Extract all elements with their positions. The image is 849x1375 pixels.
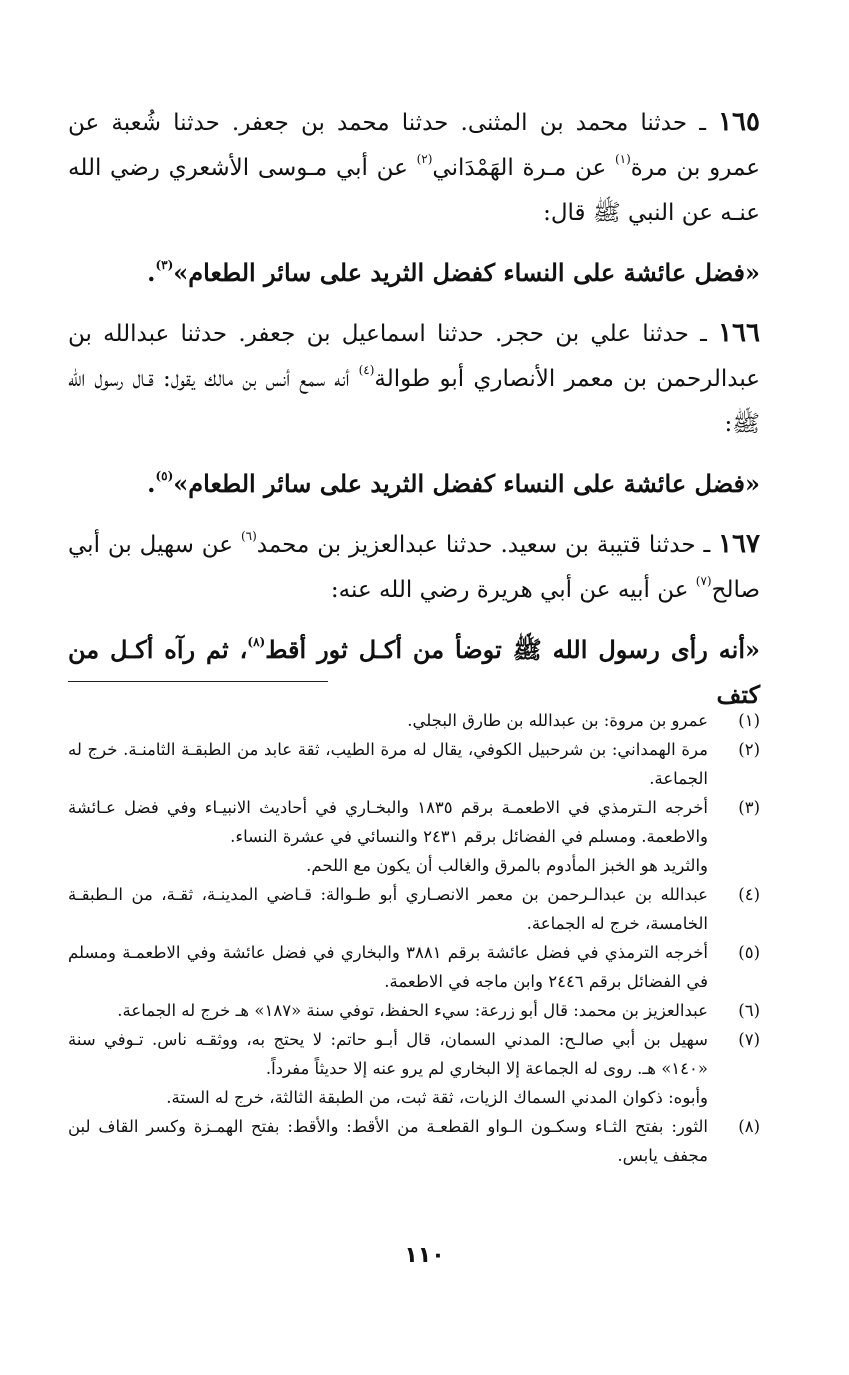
- footnote-line: وأبوه: ذكوان المدني السماك الزيات، ثقة ثبت، من الطبقة الثالثة، خرج له الستة.: [166, 1088, 708, 1107]
- footnote-line: والثريد هو الخبز المأدوم بالمرق والغالب أن يكون مع اللحم.: [306, 856, 708, 875]
- footnote-text: [68, 1025, 708, 1112]
- hadith-167-isnad: [68, 522, 760, 613]
- hadith-166-isnad: [68, 311, 760, 447]
- footnote-ref[interactable]: (٢): [416, 152, 433, 166]
- footnote-2: [68, 735, 760, 793]
- hadith-165-matn: [68, 250, 760, 295]
- isnad-text: ـ حدثنا علي بن حجر. حدثنا اسماعيل بن جعفر. حدثنا عبدالله بن عبدالرحمن بن معمر الأنصاري أبو طوالة: [68, 321, 760, 392]
- footnote-line: عبدالعزيز بن محمد: قال أبو زرعة: سيء الحفظ، توفي سنة «١٨٧» هـ خرج له الجماعة.: [117, 1001, 708, 1020]
- footnote-1: [68, 706, 760, 735]
- footnote-text: [68, 735, 708, 793]
- punctuation: .: [147, 469, 156, 498]
- footnote-number: (٦): [738, 1001, 760, 1020]
- footnote-text: [68, 938, 708, 996]
- isnad-text: عن أبي مـوسى الأشعري رضي الله عنـه عن النبي ﷺ قال:: [68, 155, 760, 226]
- matn-text: «فضل عائشة على النساء كفضل الثريد على سائر الطعام»: [173, 469, 760, 498]
- footnote-8: [68, 1112, 760, 1170]
- footnote-text: [68, 1112, 708, 1170]
- isnad-text: أنه سمع أنس بن مالك يقول: قـال رسول الله ﷺ:: [68, 366, 760, 437]
- hadith-number: ١٦٥: [718, 107, 760, 137]
- isnad-text: ـ حدثنا محمد بن المثنى. حدثنا محمد بن جعفر. حدثنا شُعبة عن عمرو بن مرة: [68, 110, 760, 181]
- footnote-ref[interactable]: (٣): [155, 258, 174, 272]
- footnote-ref[interactable]: (٦): [240, 529, 257, 543]
- footnote-text: [68, 996, 708, 1025]
- footnote-number: (٤): [738, 885, 760, 904]
- footnote-number: (٥): [738, 943, 760, 962]
- isnad-text: عن أبيه عن أبي هريرة رضي الله عنه:: [330, 577, 696, 603]
- page-number: ١١٠: [404, 1243, 445, 1268]
- footnotes: [68, 706, 760, 1170]
- footnote-text: [68, 793, 708, 880]
- main-text: [68, 100, 760, 733]
- footnote-divider: [68, 681, 328, 682]
- footnote-line: عمرو بن مروة: بن عبدالله بن طارق البجلي.: [407, 711, 708, 730]
- footnote-ref[interactable]: (٤): [358, 363, 375, 377]
- footnote-line: مرة الهمداني: بن شرحبيل الكوفي، يقال له مرة الطيب، ثقة عابد من الطبقـة الثامنـة. خرج له الجماعة.: [68, 740, 708, 788]
- hadith-165-isnad: [68, 100, 760, 236]
- footnote-line: أخرجه الـترمذي في الاطعمـة برقم ١٨٣٥ والبخـاري في أحاديث الانبيـاء وفي فضل عـائشة والاطعمة. ومسلم في الفضائل برقم ٢٤٣١ والنسائي في عشرة النساء.: [68, 798, 708, 846]
- punctuation: .: [147, 258, 156, 287]
- hadith-number: ١٦٧: [718, 529, 760, 559]
- isnad-text: عن مـرة الهَمْدَاني: [432, 155, 615, 181]
- isnad-text: ـ حدثنا قتيبة بن سعيد. حدثنا عبدالعزيز بن محمد: [256, 532, 719, 558]
- footnote-ref[interactable]: (٧): [695, 574, 712, 588]
- matn-text: «أنه رأى رسول الله ﷺ توضأ من أكـل ثور أقط: [265, 635, 761, 664]
- footnote-number: (١): [738, 711, 760, 730]
- footnote-text: [68, 706, 708, 735]
- hadith-number: ١٦٦: [718, 318, 760, 348]
- footnote-text: [68, 880, 708, 938]
- footnote-line: الثور: بفتح الثـاء وسكـون الـواو القطعـة من الأقط: والأقط: بفتح الهمـزة وكسر القاف لبن مجفف يابس.: [68, 1117, 708, 1165]
- matn-text: «فضل عائشة على النساء كفضل الثريد على سائر الطعام»: [173, 258, 760, 287]
- footnote-6: [68, 996, 760, 1025]
- footnote-5: [68, 938, 760, 996]
- footnote-number: (٨): [738, 1117, 760, 1136]
- footnote-line: سهيل بن أبي صالـح: المدني السمان، قال أبـو حاتم: لا يحتج به، ووثقـه ناس. تـوفي سنة «١٤٠» هـ. روى له الجماعة إلا البخاري لم يرو عنه إلا حديثاً مفرداً.: [68, 1030, 708, 1078]
- matn-text: ، ثم رآه أكـل من كتف: [68, 635, 760, 709]
- footnote-7: [68, 1025, 760, 1112]
- hadith-167-matn: [68, 627, 760, 717]
- footnote-ref[interactable]: (٥): [155, 469, 174, 483]
- footnote-ref[interactable]: (٨): [247, 635, 266, 649]
- footnote-number: (٧): [738, 1030, 760, 1049]
- footnote-line: أخرجه الترمذي في فضل عائشة برقم ٣٨٨١ والبخاري في فضل عائشة وفي الاطعمـة ومسلم في الفضائل برقم ٢٤٤٦ وابن ماجه في الاطعمة.: [68, 943, 708, 991]
- hadith-166-matn: [68, 461, 760, 506]
- footnote-number: (٣): [738, 798, 760, 817]
- footnote-ref[interactable]: (١): [614, 152, 631, 166]
- footnote-line: عبدالله بن عبدالـرحمن بن معمر الانصـاري أبو طـوالة: قـاضي المدينـة، ثقـة، من الـطبقـة الخامسة، خرج له الجماعة.: [68, 885, 708, 933]
- footnote-4: [68, 880, 760, 938]
- isnad-text: عن سهيل بن أبي صالح: [68, 532, 760, 603]
- footnote-number: (٢): [738, 740, 760, 759]
- footnote-3: [68, 793, 760, 880]
